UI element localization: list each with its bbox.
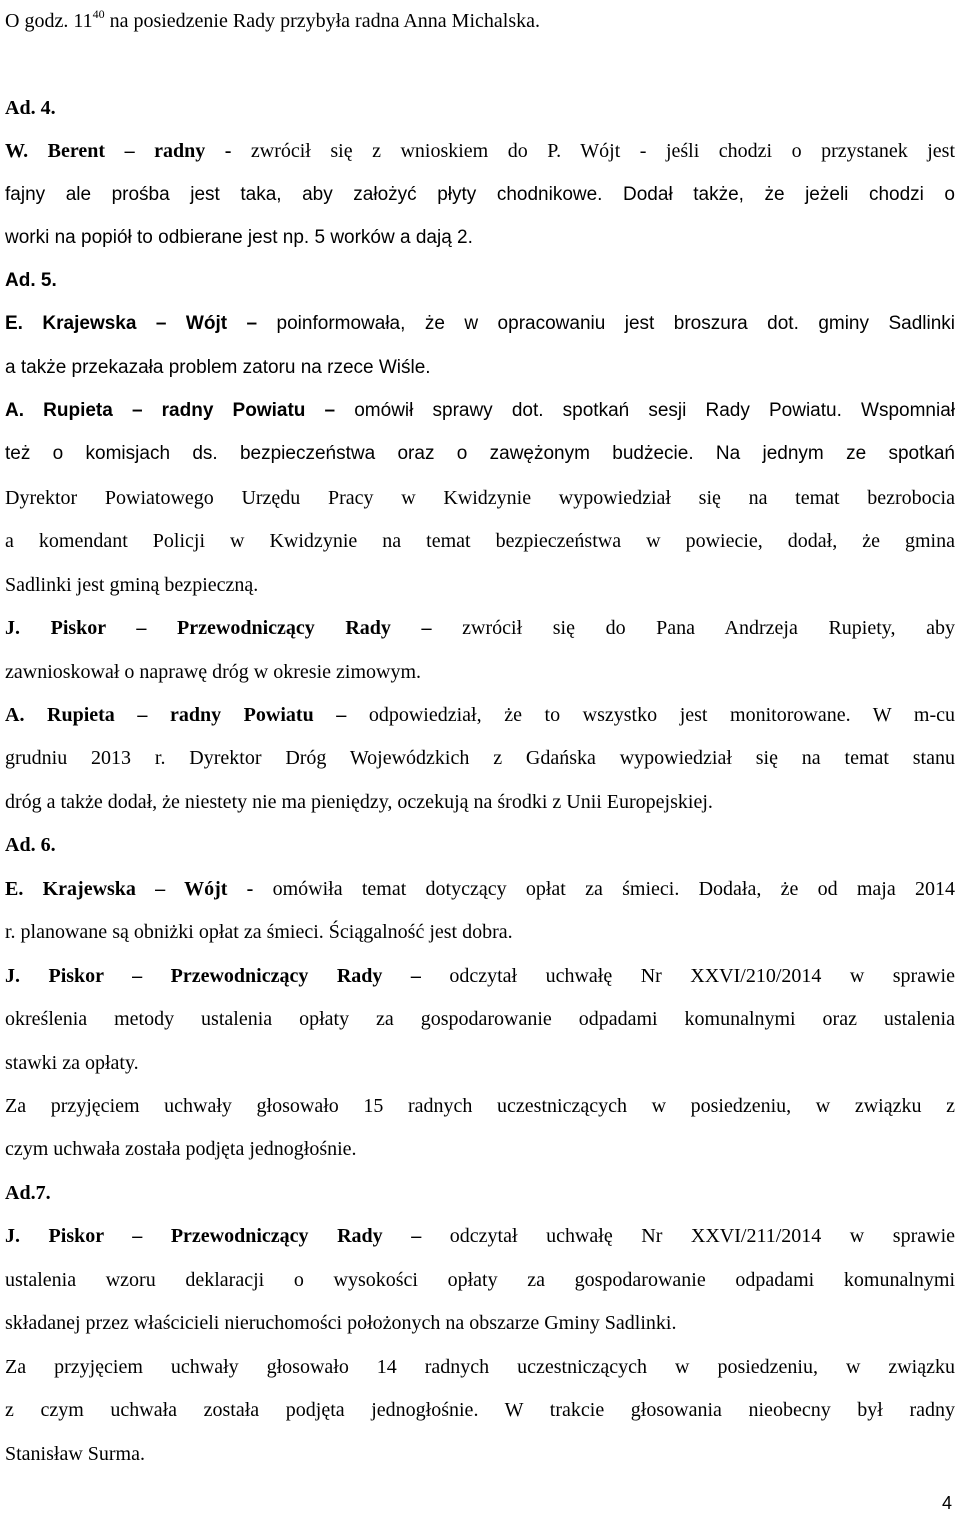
text-line-10 [5, 439, 955, 469]
bold-text: A. Rupieta – radny Powiatu – [5, 704, 369, 726]
bold-text: W. Berent – radny - [5, 140, 251, 162]
text-line-16 [5, 700, 955, 730]
bold-text: A. Rupieta – radny Powiatu – [5, 400, 355, 421]
text-line-24 [5, 1048, 955, 1078]
text-run: stawki za opłaty. [5, 1052, 139, 1074]
text-run: grudniu 2013 r. Dyrektor Dróg Wojewódzkich z Gdańska wypowiedział się na temat stanu [5, 747, 955, 769]
text-line-12 [5, 526, 955, 556]
text-line-7 [5, 309, 955, 339]
text-run: zwrócił się z wnioskiem do P. Wójt - jeśli chodzi o przystanek jest [250, 140, 956, 162]
text-run: określenia metody ustalenia opłaty za gospodarowanie odpadami komunalnymi oraz ustalenia [5, 1008, 955, 1030]
text-line-22 [5, 961, 955, 991]
text-run: odczytał uchwałę Nr XXVI/210/2014 w sprawie [449, 965, 955, 987]
text-line-3 [5, 136, 955, 166]
bold-text: J. Piskor – Przewodniczący Rady – [5, 965, 450, 987]
text-line-15 [5, 657, 955, 687]
text-line-14 [5, 613, 955, 643]
text-line-20 [5, 874, 955, 904]
bold-text: Ad. 5. [5, 270, 57, 291]
text-run: omówił sprawy dot. spotkań sesji Rady Powiatu. Wspomniał [354, 400, 955, 421]
text-run: z czym uchwała została podjęta jednogłośnie. W trakcie głosowania nieobecny był radny [5, 1399, 955, 1421]
text-line-21 [5, 917, 955, 947]
bold-text: J. Piskor – Przewodniczący Rady – [5, 1225, 450, 1247]
text-line-8 [5, 353, 955, 383]
text-line-33 [5, 1439, 955, 1469]
heading-ad-6 [5, 830, 955, 860]
text-line-28 [5, 1221, 955, 1251]
text-line-18 [5, 787, 955, 817]
text-run: Za przyjęciem uchwały głosowało 15 radnych uczestniczących w posiedzeniu, w związku z [5, 1095, 955, 1117]
bold-text: Ad.7. [5, 1182, 51, 1204]
heading-ad-7 [5, 1178, 955, 1208]
text-line-26 [5, 1134, 955, 1164]
text-run: worki na popiół to odbierane jest np. 5 worków a dają 2. [5, 227, 473, 248]
text-run: a także przekazała problem zatoru na rzece Wiśle. [5, 357, 431, 378]
text-run: a komendant Policji w Kwidzynie na temat bezpieczeństwa w powiecie, dodał, że gmina [5, 530, 955, 552]
heading-ad-4 [5, 93, 955, 123]
text-line-4 [5, 180, 955, 210]
text-run: Za przyjęciem uchwały głosowało 14 radnych uczestniczących w posiedzeniu, w związku [5, 1356, 955, 1378]
text-run: składanej przez właścicieli nieruchomości położonych na obszarze Gminy Sadlinki. [5, 1312, 677, 1334]
bold-text: Ad. 4. [5, 97, 56, 119]
text-run: omówiła temat dotyczący opłat za śmieci. Dodała, że od maja 2014 [272, 878, 956, 900]
text-line-5 [5, 223, 955, 253]
text-run: odpowiedział, że to wszystko jest monitorowane. W m-cu [368, 704, 955, 726]
text-run: Dyrektor Powiatowego Urzędu Pracy w Kwidzynie wypowiedział się na temat bezrobocia [5, 487, 955, 509]
text-run: Stanisław Surma. [5, 1443, 145, 1465]
text-run: Sadlinki jest gminą bezpieczną. [5, 574, 259, 596]
text-run: zawnioskował o naprawę dróg w okresie zimowym. [5, 661, 421, 683]
text-run: też o komisjach ds. bezpieczeństwa oraz o zawężonym budżecie. Na jednym ze spotkań [5, 443, 955, 464]
text-run: na posiedzenie Rady przybyła radna Anna Michalska. [104, 10, 540, 32]
text-line-30 [5, 1308, 955, 1338]
text-run: fajny ale prośba jest taka, aby założyć płyty chodnikowe. Dodał także, że jeżeli chodzi o [5, 184, 955, 205]
text-run: zwrócił się do Pana Andrzeja Rupiety, aby [462, 617, 955, 639]
text-line-32 [5, 1395, 955, 1425]
text-line-17 [5, 743, 955, 773]
text-run: czym uchwała została podjęta jednogłośnie. [5, 1138, 357, 1160]
bold-text: J. Piskor – Przewodniczący Rady – [5, 617, 463, 639]
page-number: 4 [941, 1493, 952, 1513]
bold-text: Ad. 6. [5, 834, 56, 856]
text-line-13 [5, 570, 955, 600]
text-line-11 [5, 483, 955, 513]
text-run: ustalenia wzoru deklaracji o wysokości opłaty za gospodarowanie odpadami komunalnymi [5, 1269, 955, 1291]
text-run: poinformowała, że w opracowaniu jest broszura dot. gminy Sadlinki [276, 313, 955, 334]
bold-text: E. Krajewska – Wójt - [5, 878, 273, 900]
heading-ad-5 [5, 266, 955, 296]
text-line-23 [5, 1004, 955, 1034]
text-line-1 [5, 6, 955, 36]
text-line-29 [5, 1265, 955, 1295]
text-line-9 [5, 396, 955, 426]
text-run: odczytał uchwałę Nr XXVI/211/2014 w sprawie [449, 1225, 955, 1247]
text-run: dróg a także dodał, że niestety nie ma pieniędzy, oczekują na środki z Unii Europejskiej. [5, 791, 713, 813]
text-run: r. planowane są obniżki opłat za śmieci. Ściągalność jest dobra. [5, 921, 513, 943]
text-run: O godz. 11 [5, 10, 93, 32]
text-line-25 [5, 1091, 955, 1121]
bold-text: E. Krajewska – Wójt – [5, 313, 277, 334]
text-line-31 [5, 1352, 955, 1382]
superscript-text: 40 [92, 7, 105, 21]
